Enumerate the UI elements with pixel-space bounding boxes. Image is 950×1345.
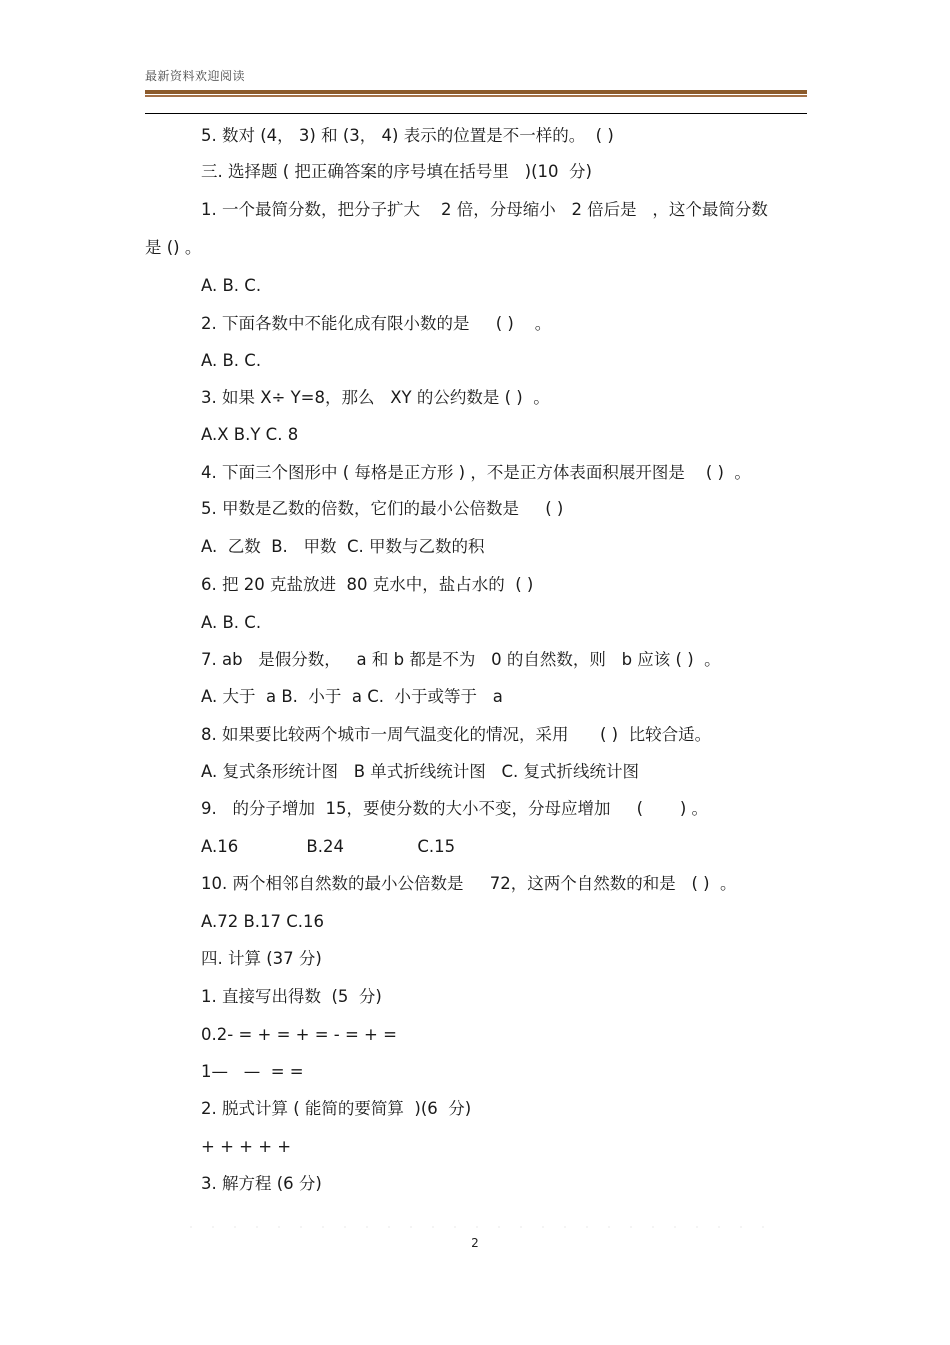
question-text: 3. 解方程 (6 分): [201, 1174, 322, 1193]
calculation-row: 0.2- = + = + = - = + =: [201, 1025, 397, 1044]
question-text: 7. ab 是假分数， a 和 b 都是不为 0 的自然数，则 b 应该 ( ) 。: [201, 650, 721, 669]
answer-options: A. 乙数 B. 甲数 C. 甲数与乙数的积: [201, 537, 485, 556]
header-rule-thin: [145, 113, 807, 114]
question-text: 8. 如果要比较两个城市一周气温变化的情况，采用 ( ) 比较合适。: [201, 725, 712, 744]
answer-options: A.72 B.17 C.16: [201, 912, 325, 931]
answer-options: A. B. C.: [201, 351, 262, 370]
answer-options: A. 复式条形统计图 B 单式折线统计图 C. 复式折线统计图: [201, 762, 640, 781]
question-text: 10. 两个相邻自然数的最小公倍数是 72，这两个自然数的和是 ( ) 。: [201, 874, 737, 893]
question-text: 1. 直接写出得数 (5 分): [201, 987, 382, 1006]
answer-options: A. 大于 a B. 小于 a C. 小于或等于 a: [201, 687, 503, 706]
section-heading: 三. 选择题 ( 把正确答案的序号填在括号里 )(10 分): [201, 162, 592, 181]
answer-options: A. B. C.: [201, 276, 262, 295]
page-header-title: 最新资料欢迎阅读: [145, 69, 246, 83]
answer-options: A.X B.Y C. 8: [201, 425, 299, 444]
header-rule-mid: [145, 95, 807, 97]
calculation-row: 1— — = =: [201, 1062, 304, 1081]
section-heading: 四. 计算 (37 分): [201, 949, 322, 968]
page-number: 2: [471, 1236, 479, 1250]
calculation-row: + + + + +: [201, 1137, 292, 1156]
question-text-continued: 是 () 。: [145, 238, 202, 257]
question-text: 1. 一个最简分数，把分子扩大 2 倍，分母缩小 2 倍后是 ，这个最简分数: [201, 200, 768, 219]
question-text: 6. 把 20 克盐放进 80 克水中，盐占水的 ( ): [201, 575, 534, 594]
answer-options: A. B. C.: [201, 613, 262, 632]
answer-options: A.16 B.24 C.15: [201, 837, 456, 856]
text-line: 5. 数对 (4， 3) 和 (3， 4) 表示的位置是不一样的。 ( ): [201, 126, 614, 145]
question-text: 2. 下面各数中不能化成有限小数的是 ( ) 。: [201, 314, 552, 333]
footer-dotted-line: [180, 1226, 780, 1228]
question-text: 4. 下面三个图形中 ( 每格是正方形 ) ，不是正方体表面积展开图是 ( ) 。: [201, 463, 751, 482]
header-rule-thick: [145, 90, 807, 94]
question-text: 9. 的分子增加 15，要使分数的大小不变，分母应增加 ( ) 。: [201, 799, 709, 818]
question-text: 5. 甲数是乙数的倍数，它们的最小公倍数是 ( ): [201, 499, 564, 518]
question-text: 3. 如果 X÷ Y=8，那么 XY 的公约数是 ( ) 。: [201, 388, 550, 407]
question-text: 2. 脱式计算 ( 能简的要简算 )(6 分): [201, 1099, 472, 1118]
